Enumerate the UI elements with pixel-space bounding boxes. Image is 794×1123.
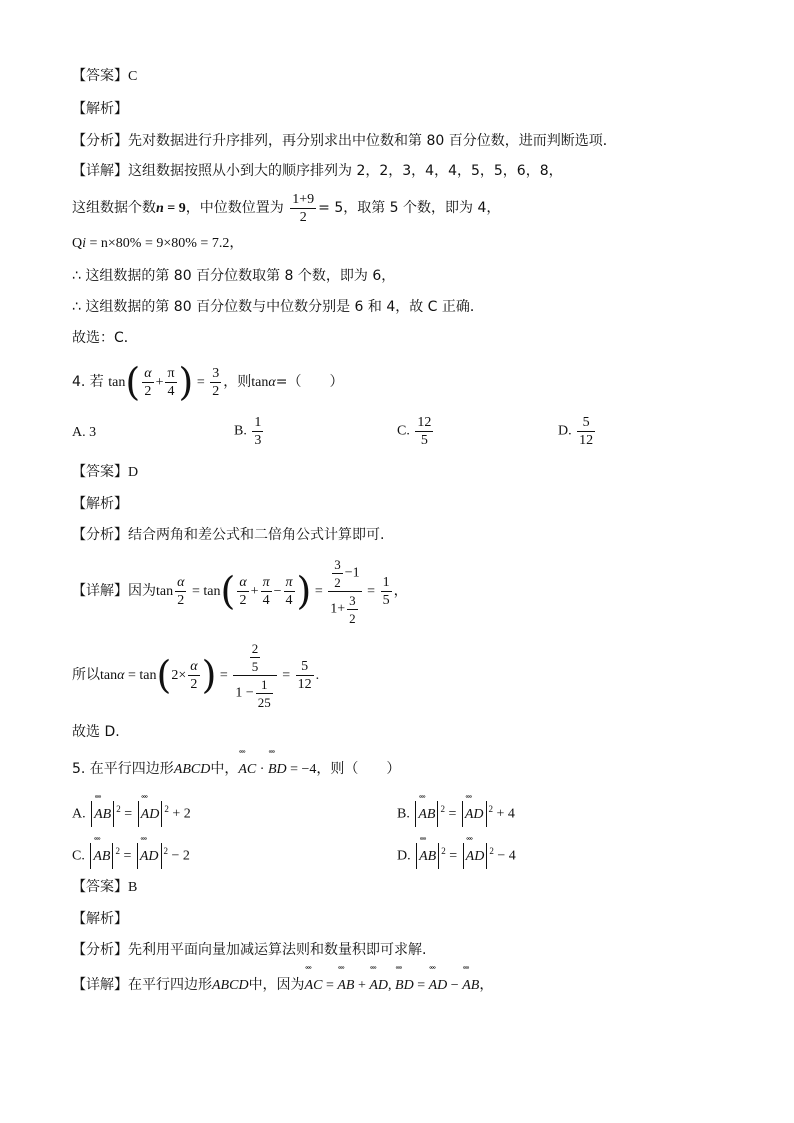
math-text: 1 − [235,685,254,701]
q5-answer-line [72,877,137,898]
math-text: + 2 [172,806,191,822]
fraction [165,365,176,400]
stem-text: 4. 若 [72,374,104,390]
fenxi-tag: 【分析】 [72,133,128,149]
q5-analysis-tag: 【解析】 [72,911,128,927]
numerator: π [167,365,175,381]
denominator: 2 [144,383,152,399]
fraction [347,592,358,627]
numerator: 2 [251,640,259,656]
denominator: 2 [239,592,247,608]
exponent: 2 [115,846,120,856]
xiangjie-tag: 【详解】 [72,583,128,599]
q3-detail-line1 [72,161,563,181]
abs-bar [416,843,417,869]
numerator: 12 [417,415,432,430]
abs-bar [137,843,138,869]
math-text: tan [108,375,126,390]
denominator: 4 [285,592,293,608]
stem-text: 5. 在平行四边形 [72,761,174,777]
fenxi-text: 先利用平面向量加减运算法则和数量积即可求解. [128,942,427,958]
vector-ad: ∘∘∘ AD [141,802,160,828]
q4-option-d[interactable] [558,414,597,449]
q5-option-d[interactable]: D. ∘∘∘ AB $^2$ = ∘∘∘ AD $^2$ − 4 [397,838,516,870]
abs-bar [161,843,162,869]
abs-bar [91,801,92,827]
abs-bar [463,843,464,869]
var-abcd: ABCD [212,978,249,993]
q4-stem: 4. 若 tan( $\frac{\alpha}{2}$ + $\frac{\pi}{4}$ ) = $\frac{3}{2}$ ，则tanα=（ ） [72,360,344,404]
stem-text: = −4，则（ ） [286,762,401,777]
fraction [577,414,595,449]
math-text: tan [156,584,174,599]
var-alpha: α [268,375,276,390]
vector-ad: ∘∘∘ AD [369,973,388,999]
stem-text: ，则 [223,374,252,390]
numerator: α [177,574,185,590]
denominator: 3 [254,433,262,448]
fraction [252,414,263,449]
vector-ab: ∘∘∘ AB [337,973,354,999]
exponent: 2 [116,804,121,814]
option-label: B. [397,806,410,822]
q4-option-b[interactable] [234,414,265,449]
vector-bd: ∘∘∘ BD [268,757,287,783]
abs-bar [415,801,416,827]
var-abcd: ABCD [173,762,211,777]
denominator: 2 [177,592,185,608]
fraction [415,414,433,449]
paren-left: ( [220,569,236,613]
answer-value: B [128,880,138,895]
var-alpha: α [117,668,125,683]
var-n: n [156,201,164,216]
fraction [142,365,153,400]
paren-right: ) [178,360,194,404]
fraction [250,640,261,675]
math-text: 2× [171,668,187,683]
q4-option-c[interactable] [397,414,435,449]
xiangjie-tag: 【详解】 [72,977,128,993]
answer-tag: 【答案】 [72,879,128,895]
denominator: 4 [167,383,175,399]
option-label: B. [234,423,247,439]
math-text: tan [139,668,157,683]
q5-stem: 5. 在平行四边形ABCD中，∘∘∘ AC · ∘∘∘ BD = −4，则（ ） [72,756,400,783]
fraction [210,365,221,400]
denominator: 1+ $\frac{3}{2}$ [330,592,356,626]
numerator: 5 [577,414,595,432]
xiangjie-tag: 【详解】 [72,163,128,179]
numerator: 1+9 [292,191,315,207]
fenxi-tag: 【分析】 [72,527,128,543]
q4-option-a[interactable]: A. 3 [72,425,97,440]
numerator: α [190,658,198,674]
vector-bd: ∘∘∘ BD [395,973,414,999]
abs-bar [161,801,162,827]
detail-text: ， [479,977,494,993]
denominator [233,676,276,711]
detail-text: 在平行四边形 [128,977,212,993]
option-label: C. [72,848,85,864]
fraction [290,191,316,226]
q4-analysis-tag: 【解析】 [72,496,128,512]
math-text: + 4 [496,806,515,822]
vector-ad: ∘∘∘ AD [465,802,484,828]
q4-detail-line2: 所以tanα = tan(2× $\frac{\alpha}{2}$ ) = $\frac{2}{5}$ 1 − $\frac{1}{25}$ = $\frac{5}{12}$ . [72,634,319,717]
fraction [296,658,314,693]
abs-bar [138,801,139,827]
complex-fraction [328,556,361,627]
q4-answer-line [72,462,138,483]
vector-ad: ∘∘∘ AD [429,973,448,999]
numerator: π [285,574,293,590]
fraction [237,574,248,609]
abs-bar [113,801,114,827]
complex-fraction [233,640,276,711]
math-text: 1 [330,601,338,617]
stem-text: 中， [210,761,239,777]
fraction [261,574,272,609]
q5-detail-line: 【详解】在平行四边形ABCD中，因为∘∘∘ AC = ∘∘∘ AB + ∘∘∘ AD, ∘∘∘ BD = ∘∘∘ AD − ∘∘∘ AB， [72,972,493,999]
answer-value: C [128,69,138,84]
detail-text: 因为 [128,583,156,599]
fenxi-text: 结合两角和差公式和二倍角公式计算即可. [128,527,385,543]
vector-ab: ∘∘∘ AB [93,844,110,870]
math-text: 1 [352,565,360,581]
q4-choose-line: 故选 D. [72,724,120,740]
math-text: − 4 [497,848,516,864]
numerator: π [262,574,270,590]
paren-right: ) [296,569,312,613]
denominator: 2 [212,383,220,399]
vector-ab: ∘∘∘ AB [418,802,435,828]
numerator: $\frac{3}{2}$ −1 [328,556,361,592]
math-text: = 9 [163,201,186,216]
denominator: 4 [262,592,270,608]
option-label: D. [397,848,411,864]
q3-fenxi-line [72,131,617,151]
fraction [175,574,186,609]
abs-bar [112,843,113,869]
detail-text: ，中位数位置为 [185,200,284,216]
vector-ab: ∘∘∘ AB [462,973,479,999]
fraction [284,574,295,609]
fenxi-tag: 【分析】 [72,942,128,958]
numerator: α [239,574,247,590]
math-text: tan [203,584,221,599]
q4-detail-line1: 【详解】因为tan $\frac{\alpha}{2}$ = tan( $\frac{\alpha}{2}$ + $\frac{\pi}{4}$ − $\frac{\pi}{4}$ ) = $\frac{3}{2}$ −1 1+ $\frac{3}{2}$ = $\frac{1}{5}$ ， [72,552,408,631]
denominator: 2 [190,676,198,692]
answer-tag: 【答案】 [72,68,128,84]
numerator: α [144,365,152,381]
detail-text: 这组数据按照从小到大的顺序排列为 2，2，3，4，4，5，5，6，8， [128,163,563,179]
detail-text: = 5，取第 5 个数，即为 4， [318,200,501,216]
detail-text: 所以 [72,667,100,683]
symbol-q: Q [72,236,83,251]
denominator: 12 [579,433,594,448]
abs-bar [462,801,463,827]
fenxi-text: 先对数据进行升序排列，再分别求出中位数和第 80 百分位数，进而判断选项． [128,133,617,149]
vector-ad: ∘∘∘ AD [466,844,485,870]
math-text: tan [251,375,269,390]
vector-ab: ∘∘∘ AB [94,802,111,828]
q3-detail-line2 [72,188,500,229]
abs-bar [486,801,487,827]
detail-text: 这组数据个数 [72,200,156,216]
paren-left: ( [156,653,172,697]
math-text: = n×80% = 9×80% = 7.2， [86,236,244,251]
q3-detail-line5: ∴ 这组数据的第 80 百分位数与中位数分别是 6 和 4，故 C 正确． [72,299,484,315]
fraction [188,658,199,693]
numerator [233,640,276,676]
exponent: 2 [163,846,169,856]
numerator: 1 [256,676,273,694]
q3-choose-line: 故选：C． [72,330,138,346]
q5-option-c[interactable]: C. ∘∘∘ AB $^2$ = ∘∘∘ AD $^2$ − 2 [72,838,190,870]
answer-value: D [128,465,139,480]
numerator: 3 [349,592,356,608]
denominator: 5 [251,658,259,674]
detail-text: 中，因为 [248,977,305,993]
option-label: A. [72,806,86,822]
denominator: 25 [257,694,271,710]
q3-analysis-tag: 【解析】 [72,101,128,117]
exponent: 2 [440,804,445,814]
exponent: 2 [164,804,169,814]
q5-option-b[interactable]: B. ∘∘∘ AB $^2$ = ∘∘∘ AD $^2$ + 4 [397,796,515,828]
numerator: 3 [212,365,220,381]
stem-text: =（ ） [275,374,344,390]
fraction [256,676,273,711]
vector-ac: ∘∘∘ AC [238,757,256,783]
math-text: − 2 [171,848,190,864]
numerator: 1 [382,574,390,590]
q5-fenxi-line [72,940,426,960]
denominator: 5 [420,433,428,448]
exponent: 2 [489,846,494,856]
exponent: 2 [441,846,446,856]
q4-fenxi-line [72,525,384,545]
paren-left: ( [125,360,141,404]
denominator: 5 [382,592,390,608]
denominator: 12 [297,676,312,692]
fraction [332,556,343,591]
denominator: 2 [334,574,341,590]
fraction [381,574,392,609]
numerator: 1 [254,415,262,430]
vector-ac: ∘∘∘ AC [305,973,323,999]
abs-bar [437,801,438,827]
numerator: 5 [296,658,314,676]
paren-right: ) [201,653,217,697]
vector-ad: ∘∘∘ AD [140,844,159,870]
math-text: tan [100,668,118,683]
option-label: D. [558,423,572,439]
q5-option-a[interactable]: A. ∘∘∘ AB $^2$ = ∘∘∘ AD $^2$ + 2 [72,796,191,828]
denominator: 2 [349,610,356,626]
exponent: 2 [488,804,494,814]
q3-detail-line4: ∴ 这组数据的第 80 百分位数取第 8 个数，即为 6， [72,268,396,284]
answer-tag: 【答案】 [72,464,128,480]
denominator: 2 [299,209,307,225]
var-i: i [82,236,87,251]
abs-bar [486,843,487,869]
numerator: 3 [334,556,341,572]
q3-answer-line [72,66,137,87]
abs-bar [438,843,439,869]
option-label: C. [397,423,410,439]
q3-detail-line3 [72,233,243,254]
vector-ab: ∘∘∘ AB [419,844,436,870]
abs-bar [90,843,91,869]
